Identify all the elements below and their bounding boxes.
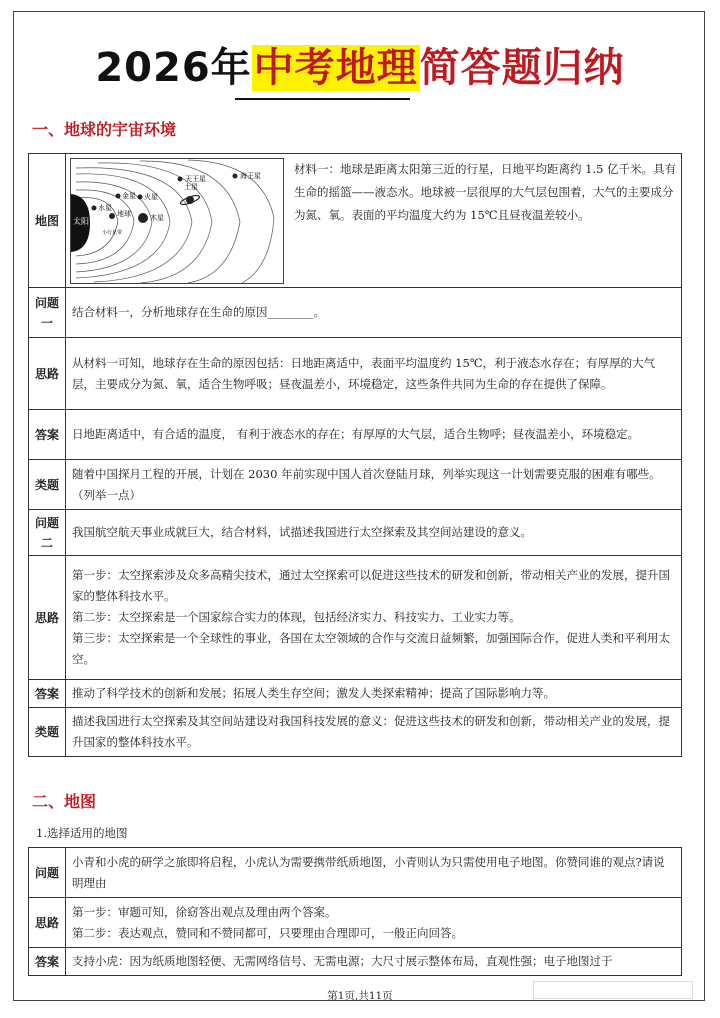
row-label: 思路 xyxy=(29,338,66,410)
title-year: 2026年 xyxy=(95,45,252,91)
qa-table-1 xyxy=(28,153,682,757)
step-text: 第一步：太空探索涉及众多高精尖技术，通过太空探索可以促进这些技术的研发和创新，带动相关产业的发展，提升国家的整体科技水平。 xyxy=(72,568,670,603)
row-content xyxy=(66,556,682,680)
row-label: 答案 xyxy=(29,948,66,976)
row-label: 地图 xyxy=(29,154,66,288)
row-content: 描述我国进行太空探索及其空间站建设对我国科技发展的意义：促进这些技术的研发和创新，带动相关产业的发展，提升国家的整体科技水平。 xyxy=(66,708,682,757)
table-row xyxy=(29,680,682,708)
row-label: 思路 xyxy=(29,556,66,680)
asteroid-belt-label: 小行星带 xyxy=(102,229,123,236)
row-content: 推动了科学技术的创新和发展；拓展人类生存空间；激发人类探索精神；提高了国际影响力等。 xyxy=(66,680,682,708)
row-label: 问题一 xyxy=(29,288,66,338)
row-content: 日地距离适中，有合适的温度， 有利于液态水的存在；有厚厚的大气层，适合生物呼；昼夜温差小，环境稳定。 xyxy=(66,410,682,460)
row-label: 答案 xyxy=(29,410,66,460)
table-row xyxy=(29,898,682,948)
page-title xyxy=(0,40,720,96)
planet-venus xyxy=(116,193,121,198)
planet-uranus-label: 天王星 xyxy=(185,174,206,183)
row-label: 思路 xyxy=(29,898,66,948)
row-label: 类题 xyxy=(29,460,66,510)
table-row xyxy=(29,338,682,410)
planet-jupiter-label: 木星 xyxy=(150,213,164,222)
title-underline xyxy=(235,98,410,100)
planet-mars xyxy=(138,194,143,199)
planet-venus-label: 金星 xyxy=(122,191,136,200)
row-content: 随着中国探月工程的开展，计划在 2030 年前实现中国人首次登陆月球，列举实现这一计划需要克服的困难有哪些。（列举一点） xyxy=(66,460,682,510)
sun-label: 太阳 xyxy=(73,216,89,226)
planet-earth xyxy=(109,213,115,219)
planet-neptune-label: 海王星 xyxy=(240,171,261,180)
row-label: 答案 xyxy=(29,680,66,708)
row-label: 问题二 xyxy=(29,510,66,556)
title-rest: 简答题归纳 xyxy=(419,45,625,91)
row-label: 类题 xyxy=(29,708,66,757)
planet-uranus xyxy=(178,176,183,181)
table-row xyxy=(29,288,682,338)
table-row xyxy=(29,848,682,898)
step-text: 第一步：审题可知，徐窈答出观点及理由两个答案。 xyxy=(72,904,337,919)
subheading: 1.选择适用的地图 xyxy=(36,826,128,840)
planet-earth-label: 地球 xyxy=(117,209,131,218)
table-row xyxy=(29,556,682,680)
row-content: 小青和小虎的研学之旅即将启程，小虎认为需要携带纸质地图，小青则认为只需使用电子地图。你赞同谁的观点?请说明理由 xyxy=(66,848,682,898)
row-content: 从材料一可知，地球存在生命的原因包括：日地距离适中，表面平均温度约 15℃，利于液态水存在；有厚厚的大气层，主要成分为氮、氧，适合生物呼吸；昼夜温差小，环境稳定，这些条件共同为生命的存在提供了保障。 xyxy=(66,338,682,410)
table-row xyxy=(29,410,682,460)
table-row xyxy=(29,460,682,510)
page-footer: 第1页,共11页 xyxy=(327,990,393,1002)
table-row xyxy=(29,948,682,976)
planet-mercury xyxy=(92,205,97,210)
solar-system-diagram xyxy=(70,158,284,284)
row-label: 问题 xyxy=(29,848,66,898)
planet-neptune xyxy=(233,173,238,178)
planet-mars-label: 火星 xyxy=(144,192,158,201)
planet-jupiter xyxy=(138,213,148,223)
row-content xyxy=(66,898,682,948)
qa-table-2 xyxy=(28,847,682,976)
material-text: 材料一：地球是距离太阳第三近的行星，日地平均距离约 1.5 亿千米。具有生命的摇篮——液态水。地球被一层很厚的大气层包围着，大气的主要成分为氮、氧。表面的平均温度大约为 15℃且昼夜温差较小。 xyxy=(294,161,677,222)
step-text: 第二步：太空探索是一个国家综合实力的体现，包括经济实力、科技实力、工业实力等。 xyxy=(72,610,521,624)
planet-saturn-label: 土星 xyxy=(184,182,198,191)
title-highlight: 中考地理 xyxy=(253,45,418,91)
table-row xyxy=(29,154,682,288)
step-text: 第二步：表达观点，赞同和不赞同都可，只要理由合理即可，一般正向回答。 xyxy=(72,925,463,940)
table-row xyxy=(29,708,682,757)
row-content: 结合材料一，分析地球存在生命的原因________。 xyxy=(66,288,682,338)
section-heading-2: 二、地图 xyxy=(32,792,97,811)
row-content: 我国航空航天事业成就巨大，结合材料，试描述我国进行太空探索及其空间站建设的意义。 xyxy=(66,510,682,556)
row-content: 支持小虎：因为纸质地图轻便、无需网络信号、无需电源；大尺寸展示整体布局，直观性强；电子地图过于 xyxy=(66,948,682,976)
table-row xyxy=(29,510,682,556)
section-heading-1: 一、地球的宇宙环境 xyxy=(32,120,177,139)
step-text: 第三步：太空探索是一个全球性的事业，各国在太空领域的合作与交流日益频繁，加强国际合作，促进人类和平利用太空。 xyxy=(72,631,670,666)
planet-mercury-label: 水星 xyxy=(98,203,112,212)
